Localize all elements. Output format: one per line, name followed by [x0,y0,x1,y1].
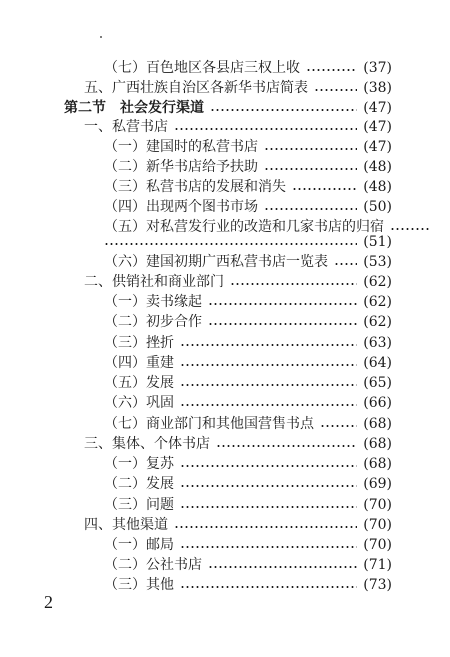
toc-entry-title: 第二节 社会发行渠道 [64,99,204,116]
toc-entry [84,78,392,98]
dot-leader [292,188,357,190]
toc-entry-title: 四、其他渠道 [84,516,168,533]
toc-entry-title: （二）初步合作 [104,314,202,331]
toc-entry-title: （一）复苏 [104,456,174,473]
dot-leader [104,243,357,245]
toc-entry-page: (47) [363,139,392,156]
toc-entry-title: 三、集体、个体书店 [84,435,210,452]
toc-entry-page: (66) [363,395,392,412]
dot-leader [390,228,430,230]
toc-entry-page: (68) [363,415,392,432]
toc-entry-page: (68) [363,456,392,473]
toc-entry-page: (51) [363,234,392,251]
toc-entry-title: （四）出现两个图书市场 [104,198,258,215]
dot-leader [230,283,357,285]
dot-leader [180,465,357,467]
dot-leader [180,586,357,588]
dot-leader [264,168,357,170]
toc-entry-page: (69) [363,476,392,493]
toc-entry-page: (70) [363,496,392,513]
dot-leader [334,263,357,265]
dot-leader [180,404,357,406]
page-number: 2 [44,592,53,612]
toc-entry-title: （六）建国初期广西私营书店一览表 [104,253,328,270]
toc-entry [104,137,392,157]
toc-entry [104,157,392,177]
toc-entry-page: (63) [363,334,392,351]
dot-leader [208,303,357,305]
dot-leader [264,208,357,210]
dot-leader [216,445,357,447]
toc-entry-title: （一）建国时的私营书店 [104,139,258,156]
toc-entry-page: (62) [363,273,392,290]
toc-entry-page: (70) [363,516,392,533]
toc-entry-page: (64) [363,354,392,371]
toc-entry [104,232,392,252]
toc-entry [104,197,392,217]
print-speck [100,36,102,38]
dot-leader [264,148,357,150]
toc-entry-title: （六）巩固 [104,395,174,412]
dot-leader [180,384,357,386]
dot-leader [180,506,357,508]
toc-entry [104,373,392,393]
toc-entry-title: （五）对私营发行业的改造和几家书店的归宿 [104,218,384,235]
toc-entry [104,177,392,197]
toc-entry-title: 一、私营书店 [84,119,168,136]
toc-entry-title: （三）问题 [104,496,174,513]
toc-entry [84,515,392,535]
toc-entry [104,252,392,272]
toc-entry-page: (68) [363,435,392,452]
toc-entry [104,414,392,434]
toc-entry-title: 五、广西壮族自治区各新华书店简表 [84,79,308,96]
toc-entry [104,312,392,332]
toc-entry-title: （二）公社书店 [104,557,202,574]
toc-entry-title: （三）其他 [104,577,174,593]
toc-entry-title: （三）挫折 [104,334,174,351]
toc-entry [104,58,392,78]
toc-entry [104,393,392,413]
dot-leader [180,344,357,346]
dot-leader [210,109,357,111]
dot-leader [180,485,357,487]
dot-leader [208,566,357,568]
toc-entry-page: (53) [363,253,392,270]
toc-entry-title: （二）发展 [104,476,174,493]
toc-entry-page: (71) [363,557,392,574]
toc-entry-page: (37) [363,60,392,76]
toc-entry [104,292,392,312]
toc-entry-title: （一）邮局 [104,537,174,554]
dot-leader [314,89,357,91]
toc-entry [104,333,392,353]
dot-leader [180,364,357,366]
toc-entry-page: (50) [363,198,392,215]
toc-entry-page: (73) [363,577,392,593]
dot-leader [180,546,357,548]
toc-entry-title: （五）发展 [104,375,174,392]
toc-entry-title: （七）百色地区各县店三权上收 [104,60,300,76]
toc-entry [64,98,392,118]
toc-entry-title: （一）卖书缘起 [104,294,202,311]
toc-entry [84,434,392,454]
toc-entry [104,555,392,575]
toc-entry-page: (47) [363,99,392,116]
dot-leader [208,323,357,325]
toc-entry-title: （七）商业部门和其他国营售书点 [104,415,314,432]
toc-entry [104,495,392,515]
toc-entry-title: （四）重建 [104,354,174,371]
toc-entry-page: (48) [363,159,392,176]
toc-entry-page: (62) [363,294,392,311]
dot-leader [320,425,357,427]
toc-entry [104,535,392,555]
toc-entry-page: (65) [363,375,392,392]
toc-entry [104,474,392,494]
toc-entry-page: (38) [363,79,392,96]
toc-entry [104,353,392,373]
dot-leader [174,128,357,130]
toc-entry-title: 二、供销社和商业部门 [84,273,224,290]
dot-leader [174,526,357,528]
toc-entry-page: (48) [363,178,392,195]
toc-entry [104,454,392,474]
dot-leader [306,69,357,71]
toc-entry-page: (62) [363,314,392,331]
toc-entry [84,272,392,292]
toc-entry [104,575,392,595]
toc-entry [84,117,392,137]
toc-entry-title: （二）新华书店给予扶助 [104,159,258,176]
toc-entry-title: （三）私营书店的发展和消失 [104,178,286,195]
toc-entry-page: (70) [363,537,392,554]
toc-entry-page: (47) [363,119,392,136]
